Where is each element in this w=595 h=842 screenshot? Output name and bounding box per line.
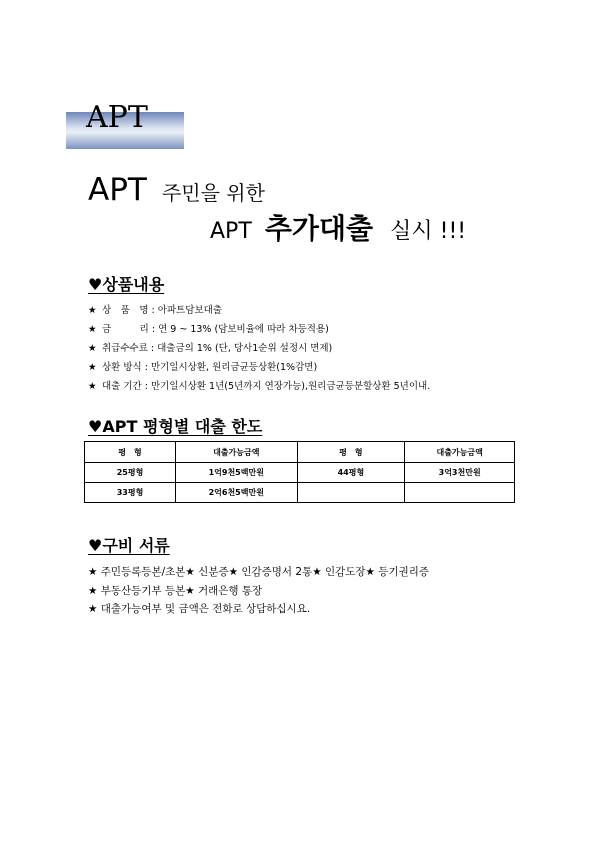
list-item: ★ 금 리 : 연 9 ~ 13% (담보비율에 따라 차등적용)	[88, 320, 430, 339]
list-item: ★ 대출 기간 : 만기일시상환 1년(5년까지 연장가능),원리금균등분할상환 5년이내.	[88, 377, 430, 396]
apt-banner-label: APT	[86, 100, 148, 135]
table-cell: 1억9천5백만원	[176, 463, 298, 483]
star-icon: ★	[88, 381, 97, 392]
heart-icon: ♥	[88, 275, 103, 294]
table-row	[85, 463, 515, 483]
table-header-cell: 대출가능금액	[405, 442, 515, 463]
title-line1-text: 주민을 위한	[161, 181, 265, 205]
documents-heading	[88, 533, 170, 556]
products-list	[88, 301, 430, 396]
list-item: ★ 주민등록등본/초본★ 신분증★ 인감증명서 2통★ 인감도장★ 등기권리증	[88, 566, 430, 578]
list-item: ★ 취급수수료 : 대출금의 1% (단, 당사1순위 설정시 면제)	[88, 339, 430, 358]
list-item: ★ 상 품 명 : 아파트담보대출	[88, 301, 430, 320]
table-header-cell: 대출가능금액	[176, 442, 298, 463]
products-heading	[88, 272, 164, 295]
table-cell: 44평형	[297, 463, 405, 483]
heart-icon: ♥	[88, 536, 103, 555]
table-cell	[405, 483, 515, 503]
loan-limit-table	[84, 441, 515, 503]
title-emphasis: 추가대출	[264, 212, 374, 245]
table-header-row	[85, 442, 515, 463]
limits-heading	[88, 414, 262, 437]
table-cell: 33평형	[85, 483, 176, 503]
title-apt-1: APT	[88, 172, 147, 208]
title-apt-2: APT	[210, 219, 252, 244]
star-icon: ★	[88, 362, 97, 373]
star-icon: ★	[88, 305, 97, 316]
table-cell	[297, 483, 405, 503]
star-icon: ★	[88, 324, 97, 335]
title-line-1	[88, 172, 265, 208]
list-item: ★ 상환 방식 : 만기일시상환, 원리금균등상환(1%감면)	[88, 358, 430, 377]
title-line2-text: 실시 !!!	[390, 219, 467, 244]
title-line-2	[210, 207, 466, 247]
table-cell: 3억3천만원	[405, 463, 515, 483]
limits-heading-label: APT 평형별 대출 한도	[102, 417, 263, 436]
documents-heading-label: 구비 서류	[102, 536, 170, 555]
list-item: ★ 대출가능여부 및 금액은 전화로 상담하십시요.	[88, 603, 311, 615]
heart-icon: ♥	[88, 417, 103, 436]
list-item: ★ 부동산등기부 등본★ 거래은행 통장	[88, 584, 263, 597]
table-row	[85, 483, 515, 503]
table-header-cell: 평 형	[297, 442, 405, 463]
documents-list	[88, 563, 429, 619]
table-header-cell: 평 형	[85, 442, 176, 463]
products-heading-label: 상품내용	[102, 275, 165, 294]
star-icon: ★	[88, 343, 97, 354]
table-cell: 25평형	[85, 463, 176, 483]
table-cell: 2억6천5백만원	[176, 483, 298, 503]
